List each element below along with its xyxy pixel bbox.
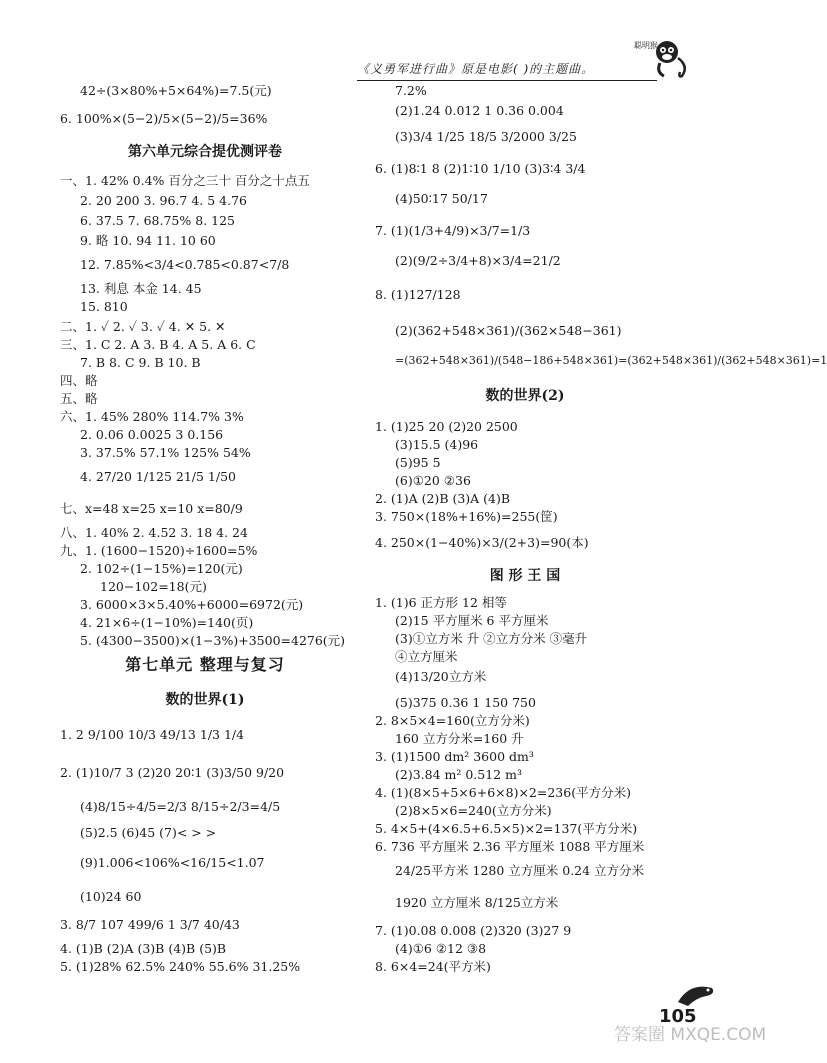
answer-line: 七、x=48 x=25 x=10 x=80/9 — [60, 501, 243, 516]
answer-line: 五、略 — [60, 391, 98, 406]
answer-line: 7. (1)(1/3+4/9)×3/7=1/3 — [375, 223, 531, 238]
section-title-unit7: 第七单元 整理与复习 — [125, 655, 285, 674]
answer-line: =(362+548×361)/(548−186+548×361)=(362+548×361)/(362+548×361)=1 — [395, 354, 827, 367]
answer-line: 9. 略 10. 94 11. 10 60 — [80, 233, 216, 248]
answer-line: 3. 750×(18%+16%)=255(筐) — [375, 509, 558, 524]
answer-line: (3)3/4 1/25 18/5 3/2000 3/25 — [395, 129, 577, 144]
subsection-title-geometry: 图 形 王 国 — [489, 568, 561, 584]
answer-line: 2. 20 200 3. 96.7 4. 5 4.76 — [80, 193, 247, 208]
answer-line: 6. 37.5 7. 68.75% 8. 125 — [80, 213, 235, 228]
answer-line: (4)8/15÷4/5=2/3 8/15÷2/3=4/5 — [80, 799, 281, 814]
mascot-label: 聪明猴 — [634, 41, 658, 50]
answer-line: 1. 2 9/100 10/3 49/13 1/3 1/4 — [60, 727, 245, 742]
answer-line: (2)1.24 0.012 1 0.36 0.004 — [395, 103, 564, 118]
header-quiz-text: 《义勇军进行曲》原是电影( )的主题曲。 — [357, 62, 595, 76]
answer-line: 42÷(3×80%+5×64%)=7.5(元) — [80, 83, 272, 98]
answer-line: 1. (1)6 正方形 12 相等 — [375, 595, 507, 610]
subsection-title-numbers-1: 数的世界(1) — [165, 692, 245, 708]
watermark-logo — [610, 1020, 767, 1058]
answer-line: (5)95 5 — [395, 455, 441, 470]
answer-line: 6. 100%×(5−2)/5×(5−2)/5=36% — [60, 111, 268, 126]
answer-line: 24/25平方米 1280 立方厘米 0.24 立方分米 — [395, 863, 645, 878]
answer-line: 四、略 — [60, 373, 98, 388]
answer-line: 4. (1)(8×5+5×6+6×8)×2=236(平方分米) — [375, 785, 631, 800]
monkey-mascot-icon — [634, 32, 692, 80]
answer-line: 1920 立方厘米 8/125立方米 — [395, 895, 559, 910]
subsection-title-numbers-2: 数的世界(2) — [485, 388, 565, 404]
page-number: 105 — [659, 1006, 697, 1027]
answer-line: 8. 6×4=24(平方米) — [375, 959, 491, 974]
answer-line: 12. 7.85%<3/4<0.785<0.87<7/8 — [80, 257, 290, 272]
answer-line: 6. 736 平方厘米 2.36 平方厘米 1088 平方厘米 — [375, 839, 645, 854]
answer-line: (4)①6 ②12 ③8 — [395, 941, 487, 956]
answer-line: 2. (1)10/7 3 (2)20 20∶1 (3)3/50 9/20 — [60, 765, 285, 780]
answer-line: (5)375 0.36 1 150 750 — [395, 695, 536, 710]
answer-line: 7.2% — [395, 83, 427, 98]
answer-line: (6)①20 ②36 — [395, 473, 471, 488]
answer-line: 六、1. 45% 280% 114.7% 3% — [60, 409, 244, 424]
answer-line: ④立方厘米 — [395, 649, 458, 664]
answer-line: 3. (1)1500 dm² 3600 dm³ — [375, 749, 534, 764]
answer-line: 3. 6000×3×5.40%+6000=6972(元) — [80, 597, 304, 612]
answer-line: (2)(362+548×361)/(362×548−361) — [395, 323, 622, 338]
header-rule — [357, 80, 657, 81]
answer-line: 5. 4×5+(4×6.5+6.5×5)×2=137(平方分米) — [375, 821, 638, 836]
answer-line: 7. (1)0.08 0.008 (2)320 (3)27 9 — [375, 923, 572, 938]
answer-line: 5. (1)28% 62.5% 240% 55.6% 31.25% — [60, 959, 301, 974]
answer-line: 3. 37.5% 57.1% 125% 54% — [80, 445, 251, 460]
answer-line: 8. (1)127/128 — [375, 287, 461, 302]
answer-line: (2)(9/2÷3/4+8)×3/4=21/2 — [395, 253, 561, 268]
answer-line: 15. 810 — [80, 299, 128, 314]
answer-line: 2. 102÷(1−15%)=120(元) — [80, 561, 243, 576]
answer-line: (3)①立方米 升 ②立方分米 ③毫升 — [395, 631, 588, 646]
answer-line: (9)1.006<106%<16/15<1.07 — [80, 855, 265, 870]
answer-line: (10)24 60 — [80, 889, 142, 904]
answer-line: (4)50∶17 50/17 — [395, 191, 488, 206]
answer-line: 4. 250×(1−40%)×3/(2+3)=90(本) — [375, 535, 589, 550]
answer-line: 160 立方分米=160 升 — [395, 731, 524, 746]
answer-line: 2. 8×5×4=160(立方分米) — [375, 713, 530, 728]
answer-line: 13. 利息 本金 14. 45 — [80, 281, 202, 296]
answer-line: 120−102=18(元) — [100, 579, 207, 594]
answer-line: 4. (1)B (2)A (3)B (4)B (5)B — [60, 941, 227, 956]
answer-line: 二、1. ✓ 2. ✓ 3. ✓ 4. ✕ 5. ✕ — [60, 319, 226, 334]
answer-line: 5. (4300−3500)×(1−3%)+3500=4276(元) — [80, 633, 346, 648]
answer-line: 2. (1)A (2)B (3)A (4)B — [375, 491, 511, 506]
answer-line: 6. (1)8∶1 8 (2)1∶10 1/10 (3)3∶4 3/4 — [375, 161, 586, 176]
answer-line: (5)2.5 (6)45 (7)< > > — [80, 825, 217, 840]
answer-line: (4)13/20立方米 — [395, 669, 487, 684]
answer-line: 八、1. 40% 2. 4.52 3. 18 4. 24 — [60, 525, 248, 540]
answer-line: 三、1. C 2. A 3. B 4. A 5. A 6. C — [60, 337, 256, 352]
answer-line: (3)15.5 (4)96 — [395, 437, 479, 452]
answer-line: 1. (1)25 20 (2)20 2500 — [375, 419, 518, 434]
answer-line: 4. 21×6÷(1−10%)=140(页) — [80, 615, 254, 630]
answer-line: 3. 8/7 107 499/6 1 3/7 40/43 — [60, 917, 240, 932]
answer-line: 4. 27/20 1/125 21/5 1/50 — [80, 469, 237, 484]
watermark-text: 答案圈 MXQE.COM — [614, 1025, 767, 1045]
answer-line: (2)15 平方厘米 6 平方厘米 — [395, 613, 549, 628]
answer-line: (2)3.84 m² 0.512 m³ — [395, 767, 522, 782]
answer-line: 7. B 8. C 9. B 10. B — [80, 355, 201, 370]
answer-line: 九、1. (1600−1520)÷1600=5% — [60, 543, 258, 558]
answer-line: (2)8×5×6=240(立方分米) — [395, 803, 552, 818]
answer-line: 一、1. 42% 0.4% 百分之三十 百分之十点五 — [60, 173, 310, 188]
section-title-unit6: 第六单元综合提优测评卷 — [128, 144, 282, 160]
answer-line: 2. 0.06 0.0025 3 0.156 — [80, 427, 224, 442]
